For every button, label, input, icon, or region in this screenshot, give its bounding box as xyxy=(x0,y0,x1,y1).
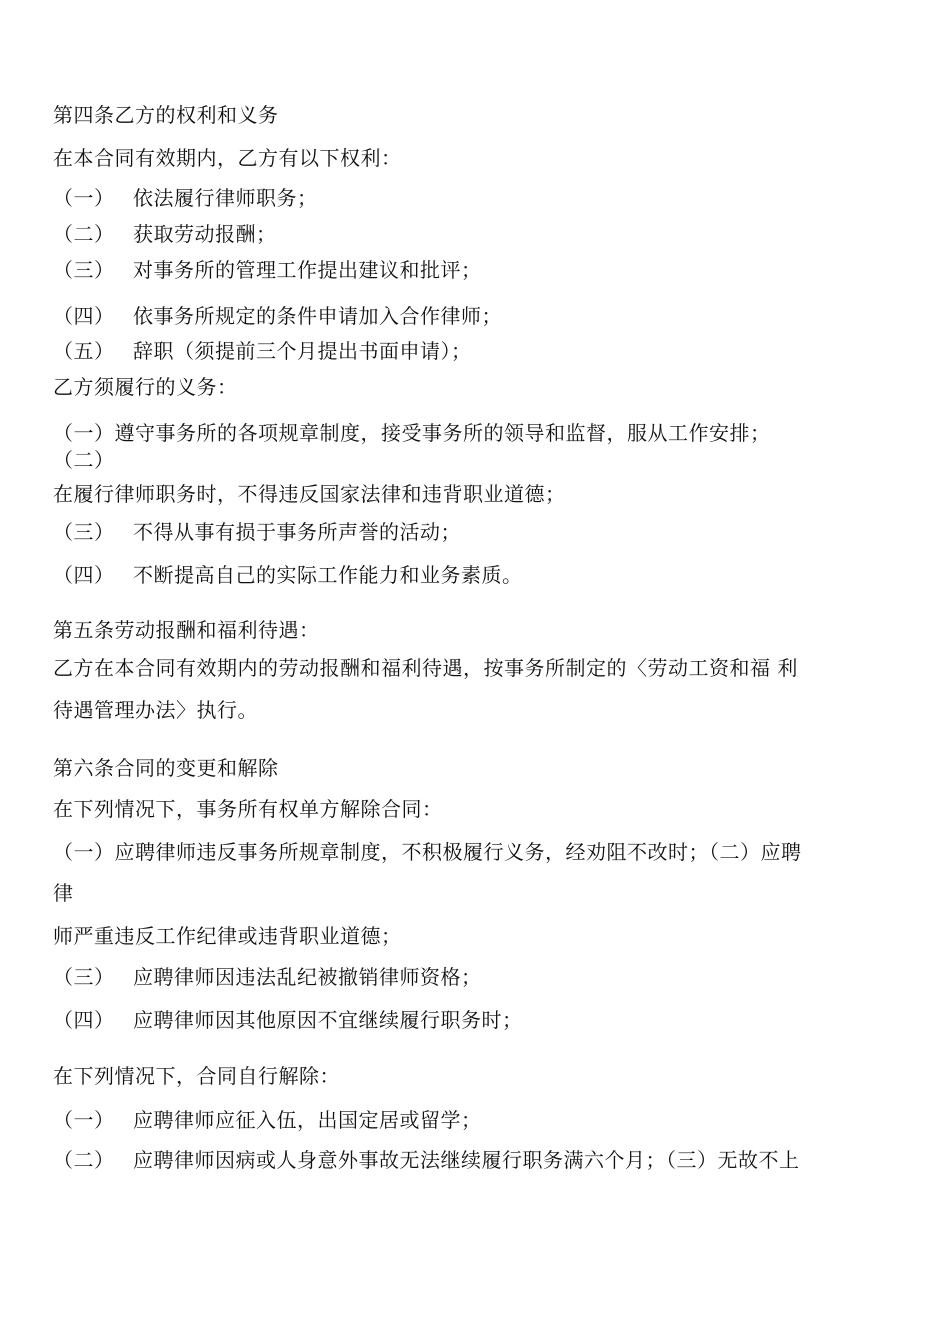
list-item xyxy=(53,1108,482,1132)
paragraph-line: 师严重违反工作纪律或违背职业道德； xyxy=(53,924,402,948)
item-text: 依法履行律师职务； xyxy=(133,186,318,210)
paragraph-line: 乙方在本合同有效期内的劳动报酬和福利待遇，按事务所制定的〈劳动工资和福 利 xyxy=(53,656,798,680)
list-item: （一）遵守事务所的各项规章制度，接受事务所的领导和监督，服从工作安排； xyxy=(53,421,771,445)
item-number: （三） xyxy=(53,965,115,989)
item-number: （二） xyxy=(53,222,115,246)
list-item xyxy=(53,258,482,282)
termination-intro: 在下列情况下，事务所有权单方解除合同： xyxy=(53,797,443,821)
item-number: （五） xyxy=(53,339,115,363)
paragraph-line: （一）应聘律师违反事务所规章制度，不积极履行义务，经劝阻不改时；（二）应聘 xyxy=(53,840,802,864)
item-text: 不断提高自己的实际工作能力和业务素质。 xyxy=(133,563,523,587)
item-text: 辞职（须提前三个月提出书面申请）； xyxy=(133,339,472,363)
list-item xyxy=(53,186,318,210)
item-number: （一） xyxy=(53,186,115,210)
auto-termination-intro: 在下列情况下，合同自行解除： xyxy=(53,1064,340,1088)
rights-intro: 在本合同有效期内，乙方有以下权利： xyxy=(53,146,402,170)
list-item xyxy=(53,304,502,328)
item-text: 对事务所的管理工作提出建议和批评； xyxy=(133,258,482,282)
item-number: （四） xyxy=(53,1008,115,1032)
list-item xyxy=(53,1008,523,1032)
list-item: （二） xyxy=(53,448,115,472)
item-number: （一） xyxy=(53,1108,115,1132)
list-item xyxy=(53,222,277,246)
article-4-heading: 第四条乙方的权利和义务 xyxy=(53,103,279,127)
list-item xyxy=(53,520,461,544)
item-text: 获取劳动报酬； xyxy=(133,222,277,246)
item-number: （四） xyxy=(53,304,115,328)
list-item xyxy=(53,965,482,989)
article-5-heading: 第五条劳动报酬和福利待遇： xyxy=(53,618,320,642)
item-number: （三） xyxy=(53,520,115,544)
item-text: 应聘律师因病或人身意外事故无法继续履行职务满六个月；（三）无故不上 xyxy=(133,1148,800,1172)
list-item xyxy=(53,339,472,363)
item-text: 不得从事有损于事务所声誉的活动； xyxy=(133,520,461,544)
list-item xyxy=(53,1148,800,1172)
item-number: （二） xyxy=(53,1148,115,1172)
paragraph-line: 律 xyxy=(53,881,74,905)
item-text: 依事务所规定的条件申请加入合作律师； xyxy=(133,304,502,328)
article-6-heading: 第六条合同的变更和解除 xyxy=(53,756,279,780)
paragraph-line: 待遇管理办法〉执行。 xyxy=(53,698,258,722)
item-text: 应聘律师因违法乱纪被撤销律师资格； xyxy=(133,965,482,989)
item-number: （三） xyxy=(53,258,115,282)
item-number: （四） xyxy=(53,563,115,587)
item-text: 应聘律师因其他原因不宜继续履行职务时； xyxy=(133,1008,523,1032)
list-item xyxy=(53,563,523,587)
item-text: 应聘律师应征入伍，出国定居或留学； xyxy=(133,1108,482,1132)
paragraph-line: 在履行律师职务时，不得违反国家法律和违背职业道德； xyxy=(53,482,566,506)
duties-intro: 乙方须履行的义务： xyxy=(53,375,238,399)
